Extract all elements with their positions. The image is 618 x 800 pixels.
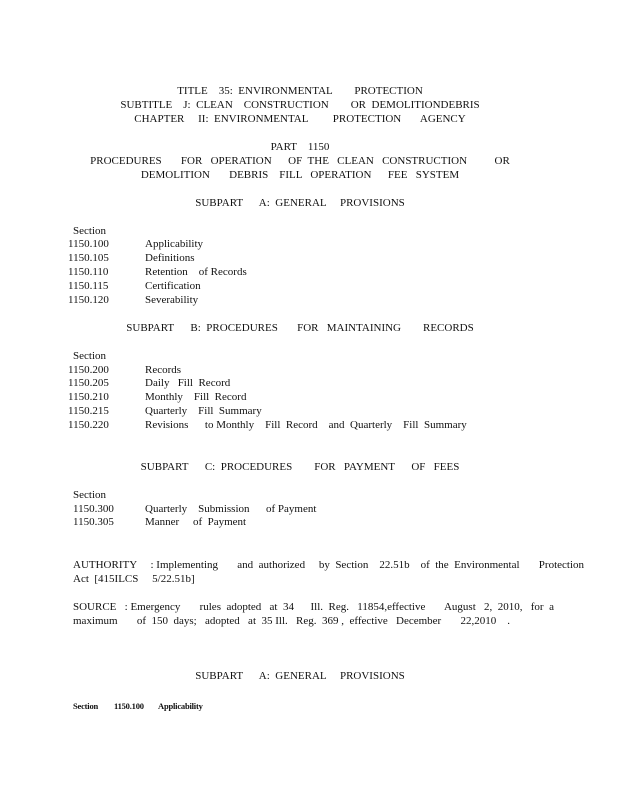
section-label: Section [73,489,106,501]
toc-section-title: Applicability [145,238,204,250]
toc-section-number: 1150.305 [73,516,114,528]
section-label: Section [73,225,106,237]
toc-section-title: Manner of Payment [145,516,247,528]
section-heading-number: 1150.100 [114,701,144,711]
part-title-line-1: PROCEDURES FOR OPERATION OF THE CLEAN CONSTRUCTION OR [90,155,510,167]
toc-section-title: Quarterly Submission of Payment [145,503,317,515]
subpart-c-title: SUBPART C: PROCEDURES FOR PAYMENT OF FEES [140,461,460,473]
authority-line-1: AUTHORITY : Implementing and authorized by Section 22.51b of the Environmental Protection [73,559,585,571]
toc-section-title: Quarterly Fill Summary [145,405,262,417]
toc-section-number: 1150.205 [68,377,109,389]
toc-section-title: Severability [145,294,199,306]
part-number: PART 1150 [270,141,330,153]
section-heading-title: Applicability [158,701,203,711]
source-line-2: maximum of 150 days; adopted at 35 Ill. Reg. 369 , effective December 22,2010 . [73,615,510,627]
chapter-line: CHAPTER II: ENVIRONMENTAL PROTECTION AGENCY [134,113,466,125]
subpart-b-title: SUBPART B: PROCEDURES FOR MAINTAINING RECORDS [126,322,474,334]
toc-section-number: 1150.105 [68,252,109,264]
toc-section-number: 1150.300 [73,503,114,515]
toc-section-number: 1150.120 [68,294,109,306]
subpart-a-body-title: SUBPART A: GENERAL PROVISIONS [195,670,405,682]
toc-section-title: Revisions to Monthly Fill Record and Quarterly Fill Summary [145,419,467,431]
toc-section-title: Records [145,364,182,376]
toc-section-number: 1150.220 [68,419,109,431]
authority-line-2: Act [415ILCS 5/22.51b] [73,573,195,585]
subtitle-line: SUBTITLE J: CLEAN CONSTRUCTION OR DEMOLITIONDEBRIS [120,99,480,111]
toc-section-title: Retention of Records [145,266,247,278]
toc-section-title: Daily Fill Record [145,377,231,389]
toc-section-number: 1150.215 [68,405,109,417]
title-line: TITLE 35: ENVIRONMENTAL PROTECTION [177,85,423,97]
toc-section-number: 1150.110 [68,266,109,278]
subpart-a-title: SUBPART A: GENERAL PROVISIONS [195,197,405,209]
toc-section-title: Monthly Fill Record [145,391,247,403]
section-heading-label: Section [73,701,99,711]
section-label: Section [73,350,106,362]
source-line-1: SOURCE : Emergency rules adopted at 34 Ill. Reg. 11854,effective August 2, 2010, for a [73,601,554,613]
toc-section-title: Definitions [145,252,195,264]
part-title-line-2: DEMOLITION DEBRIS FILL OPERATION FEE SYSTEM [140,169,460,181]
toc-section-number: 1150.200 [68,364,109,376]
toc-section-title: Certification [145,280,201,292]
toc-section-number: 1150.100 [68,238,109,250]
toc-section-number: 1150.115 [68,280,109,292]
toc-section-number: 1150.210 [68,391,109,403]
